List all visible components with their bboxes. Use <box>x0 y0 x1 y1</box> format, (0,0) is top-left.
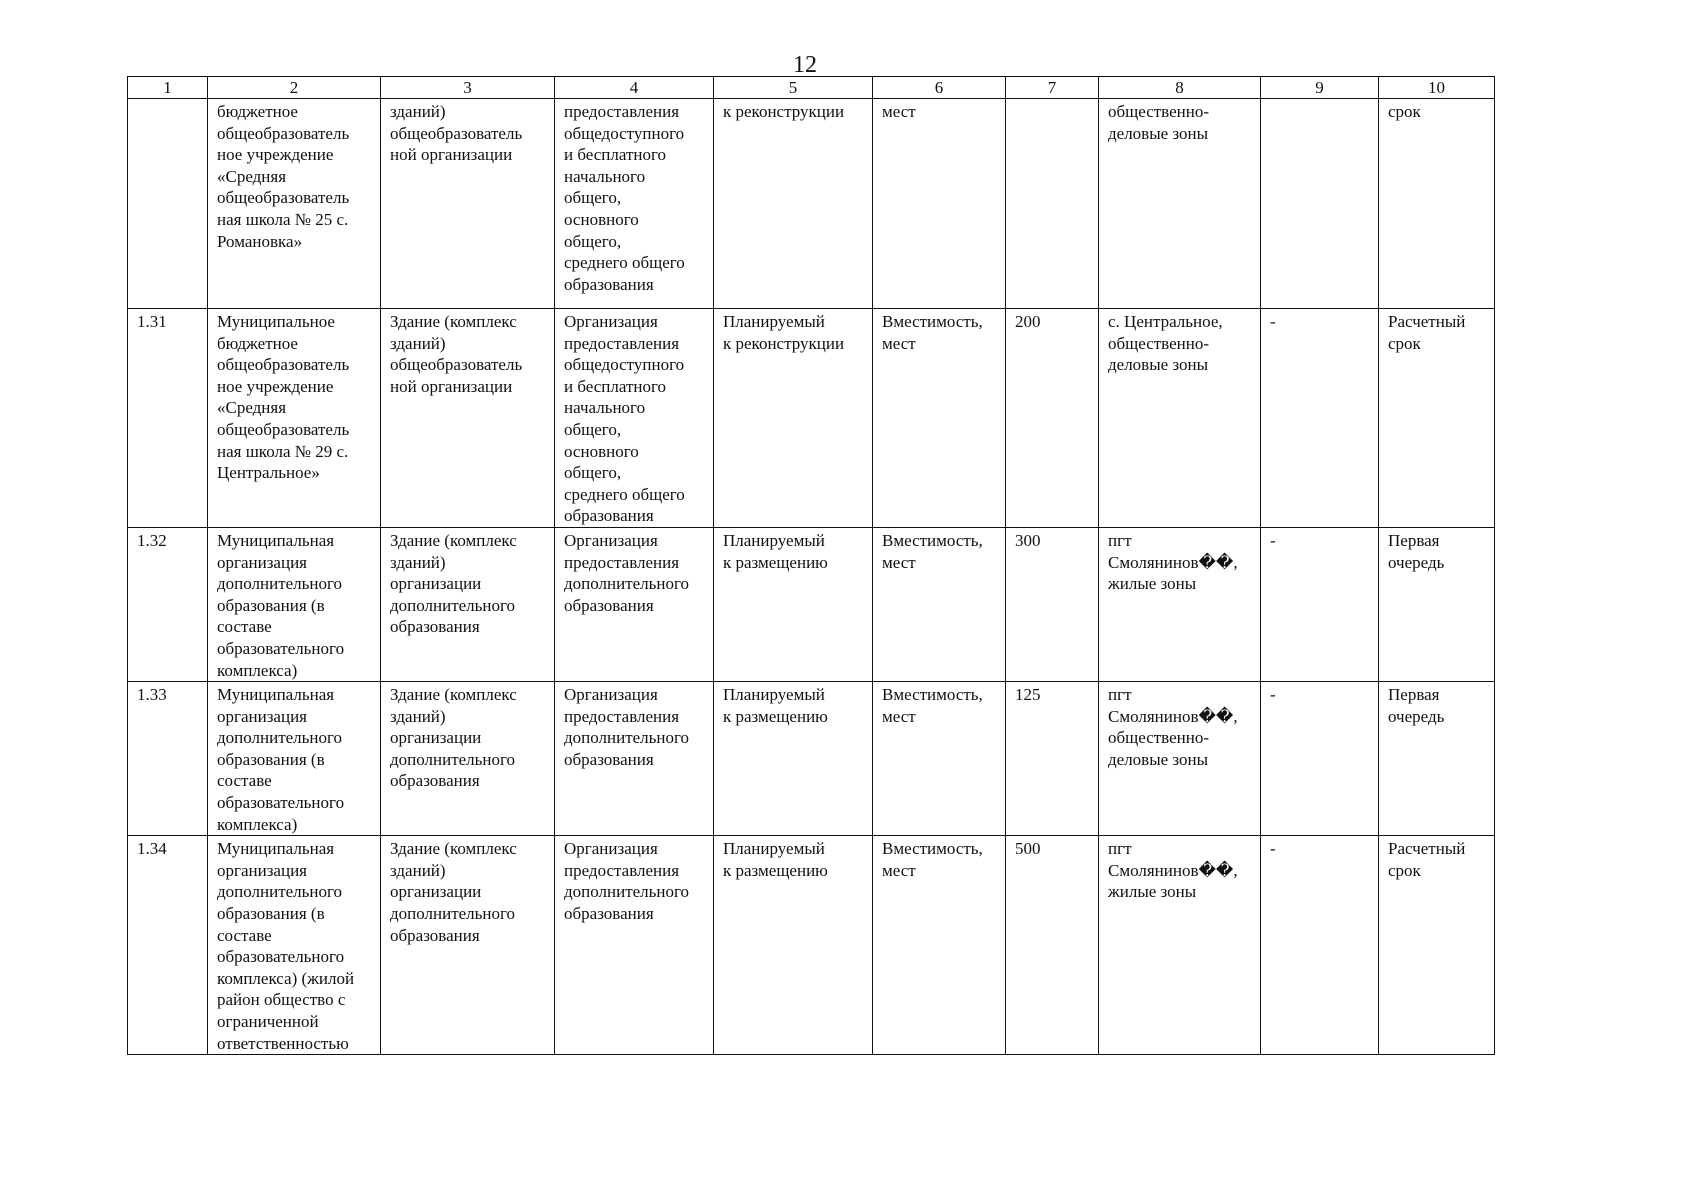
cell-term: Расчетный срок <box>1379 309 1495 528</box>
column-header: 7 <box>1006 77 1099 99</box>
column-number-header-row <box>128 77 1495 99</box>
cell-name: Муниципальное бюджетное общеобразователь ное учреждение «Средняя общеобразователь ная школа № 29 с. Центральное» <box>208 309 381 528</box>
cell-location: пгт Смолянинов��, жилые зоны <box>1099 836 1261 1055</box>
cell-value: 200 <box>1006 309 1099 528</box>
cell-number <box>128 99 208 309</box>
cell-characteristic: Вместимость, мест <box>873 682 1006 836</box>
cell-location: общественно- деловые зоны <box>1099 99 1261 309</box>
cell-name: бюджетное общеобразователь ное учреждение «Средняя общеобразователь ная школа № 25 с. Романовка» <box>208 99 381 309</box>
cell-zone <box>1261 99 1379 309</box>
cell-characteristic: Вместимость, мест <box>873 309 1006 528</box>
cell-term: срок <box>1379 99 1495 309</box>
cell-purpose: предоставления общедоступного и бесплатного начального общего, основного общего, среднего общего образования <box>555 99 714 309</box>
cell-zone: - <box>1261 527 1379 681</box>
cell-name: Муниципальная организация дополнительного образования (в составе образовательного комплекса) (жилой район общество с ограниченной ответственностью <box>208 836 381 1055</box>
cell-purpose: Организация предоставления дополнительного образования <box>555 836 714 1055</box>
cell-status: Планируемый к размещению <box>714 527 873 681</box>
page-number: 12 <box>793 52 817 78</box>
table-row <box>128 682 1495 836</box>
cell-status: Планируемый к размещению <box>714 836 873 1055</box>
cell-characteristic: мест <box>873 99 1006 309</box>
column-header: 10 <box>1379 77 1495 99</box>
column-header: 4 <box>555 77 714 99</box>
column-header: 5 <box>714 77 873 99</box>
cell-number: 1.34 <box>128 836 208 1055</box>
cell-value: 125 <box>1006 682 1099 836</box>
cell-characteristic: Вместимость, мест <box>873 836 1006 1055</box>
cell-characteristic: Вместимость, мест <box>873 527 1006 681</box>
cell-location: с. Центральное, общественно- деловые зоны <box>1099 309 1261 528</box>
cell-status: Планируемый к размещению <box>714 682 873 836</box>
column-header: 3 <box>381 77 555 99</box>
column-header: 2 <box>208 77 381 99</box>
cell-purpose: Организация предоставления дополнительного образования <box>555 527 714 681</box>
table-row <box>128 99 1495 309</box>
cell-type: Здание (комплекс зданий) организации дополнительного образования <box>381 836 555 1055</box>
table-row <box>128 836 1495 1055</box>
cell-number: 1.31 <box>128 309 208 528</box>
column-header: 8 <box>1099 77 1261 99</box>
cell-type: Здание (комплекс зданий) организации дополнительного образования <box>381 527 555 681</box>
cell-name: Муниципальная организация дополнительного образования (в составе образовательного комплекса) <box>208 682 381 836</box>
column-header: 9 <box>1261 77 1379 99</box>
cell-value <box>1006 99 1099 309</box>
table-row <box>128 309 1495 528</box>
cell-status: Планируемый к реконструкции <box>714 309 873 528</box>
cell-purpose: Организация предоставления общедоступного и бесплатного начального общего, основного общего, среднего общего образования <box>555 309 714 528</box>
column-header: 6 <box>873 77 1006 99</box>
cell-type: Здание (комплекс зданий) организации дополнительного образования <box>381 682 555 836</box>
cell-zone: - <box>1261 836 1379 1055</box>
facilities-table <box>127 76 1495 1055</box>
cell-location: пгт Смолянинов��, общественно- деловые зоны <box>1099 682 1261 836</box>
cell-number: 1.32 <box>128 527 208 681</box>
cell-location: пгт Смолянинов��, жилые зоны <box>1099 527 1261 681</box>
cell-value: 300 <box>1006 527 1099 681</box>
cell-name: Муниципальная организация дополнительного образования (в составе образовательного комплекса) <box>208 527 381 681</box>
cell-number: 1.33 <box>128 682 208 836</box>
column-header: 1 <box>128 77 208 99</box>
cell-term: Первая очередь <box>1379 527 1495 681</box>
cell-type: зданий) общеобразователь ной организации <box>381 99 555 309</box>
cell-term: Расчетный срок <box>1379 836 1495 1055</box>
cell-zone: - <box>1261 682 1379 836</box>
cell-zone: - <box>1261 309 1379 528</box>
cell-term: Первая очередь <box>1379 682 1495 836</box>
cell-purpose: Организация предоставления дополнительного образования <box>555 682 714 836</box>
cell-type: Здание (комплекс зданий) общеобразователь ной организации <box>381 309 555 528</box>
table-row <box>128 527 1495 681</box>
cell-status: к реконструкции <box>714 99 873 309</box>
cell-value: 500 <box>1006 836 1099 1055</box>
